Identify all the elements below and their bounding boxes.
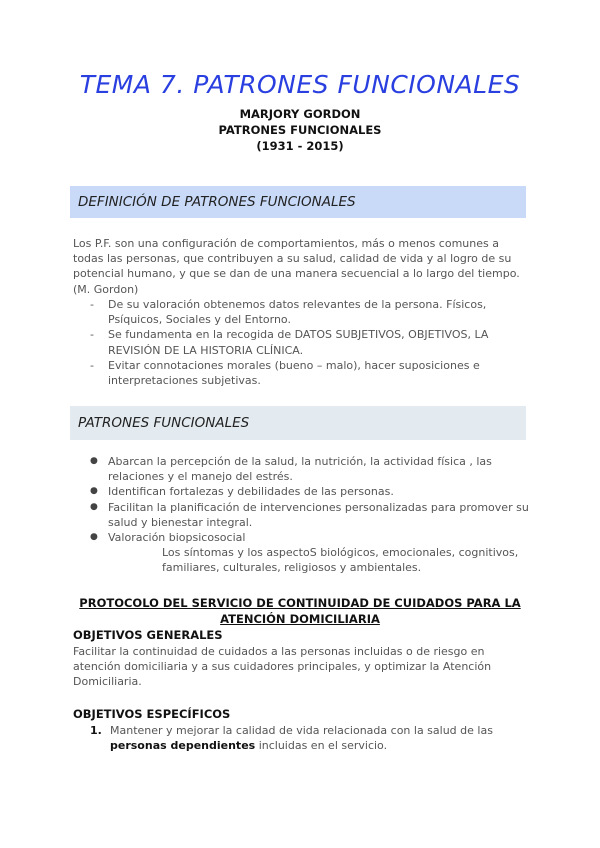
patterns-bullet-list — [90, 454, 530, 576]
bullet-dot-icon: ● — [90, 501, 98, 512]
definition-intro: Los P.F. son una configuración de comportamientos, más o menos comunes a todas las personas, que contribuyen a su salud, calidad de vida y al logro de su potencial humano, y que se dan de una manera secuencial a lo largo del tiempo. (M. Gordon) — [73, 237, 520, 296]
bullet-dot-icon: ● — [90, 456, 98, 466]
bullet-dot-icon: ● — [90, 532, 98, 543]
list-item: - Se fundamenta en la recogida de DATOS SUBJETIVOS, OBJETIVOS, LA REVISIÓN DE LA HISTORIA CLÍNICA. — [90, 328, 489, 357]
list-item: ● Valoración biopsicosocial Los síntomas y los aspectoS biológicos, emocionales, cognitivos, familiares, culturales, religiosos y ambientales. — [90, 530, 530, 576]
item-number: 1. — [90, 724, 102, 737]
section-heading-definition: DEFINICIÓN DE PATRONES FUNCIONALES — [70, 186, 526, 218]
biopsychosocial-detail: Los síntomas y los aspectoS biológicos, emocionales, cognitivos, familiares, culturales, religiosos y ambientales. — [162, 546, 519, 575]
author-name: MARJORY GORDON — [239, 107, 361, 121]
section-heading-patterns: PATRONES FUNCIONALES — [70, 406, 526, 440]
protocol-heading: PROTOCOLO DEL SERVICIO DE CONTINUIDAD DE CUIDADOS PARA LA ATENCIÓN DOMICILIARIA — [79, 596, 521, 626]
general-objectives-heading: OBJETIVOS GENERALES — [73, 628, 223, 642]
list-item: 1. Mantener y mejorar la calidad de vida relacionada con la salud de las personas dependientes incluidas en el servicio. — [90, 724, 493, 753]
definition-bullet-list — [90, 297, 530, 388]
bullet-dot-icon: ● — [90, 486, 98, 497]
emphasis-text: personas dependientes — [110, 739, 256, 753]
dash-marker: - — [90, 328, 94, 342]
specific-objectives-list — [90, 723, 530, 753]
specific-objectives-heading: OBJETIVOS ESPECÍFICOS — [73, 707, 231, 721]
years: (1931 - 2015) — [256, 139, 344, 153]
list-item: - De su valoración obtenemos datos relevantes de la persona. Físicos, Psíquicos, Sociales y del Entorno. — [90, 298, 487, 327]
page-title: TEMA 7. PATRONES FUNCIONALES — [79, 70, 521, 99]
subtitle: PATRONES FUNCIONALES — [218, 123, 382, 137]
dash-marker: - — [90, 298, 94, 311]
list-item: ● Abarcan la percepción de la salud, la nutrición, la actividad física , las relaciones y el manejo del estrés. — [90, 455, 492, 484]
general-objectives-text: Facilitar la continuidad de cuidados a las personas incluidas o de riesgo en atención domiciliaria y a sus cuidadores principales, y optimizar la Atención Domiciliaria. — [73, 645, 492, 689]
dash-marker: - — [90, 358, 94, 372]
list-item: ● Identifican fortalezas y debilidades de las personas. — [90, 485, 394, 499]
list-item: - Evitar connotaciones morales (bueno – malo), hacer suposiciones e interpretaciones subjetivas. — [90, 358, 480, 388]
list-item: ● Facilitan la planificación de intervenciones personalizadas para promover su salud y bienestar integral. — [90, 500, 529, 529]
